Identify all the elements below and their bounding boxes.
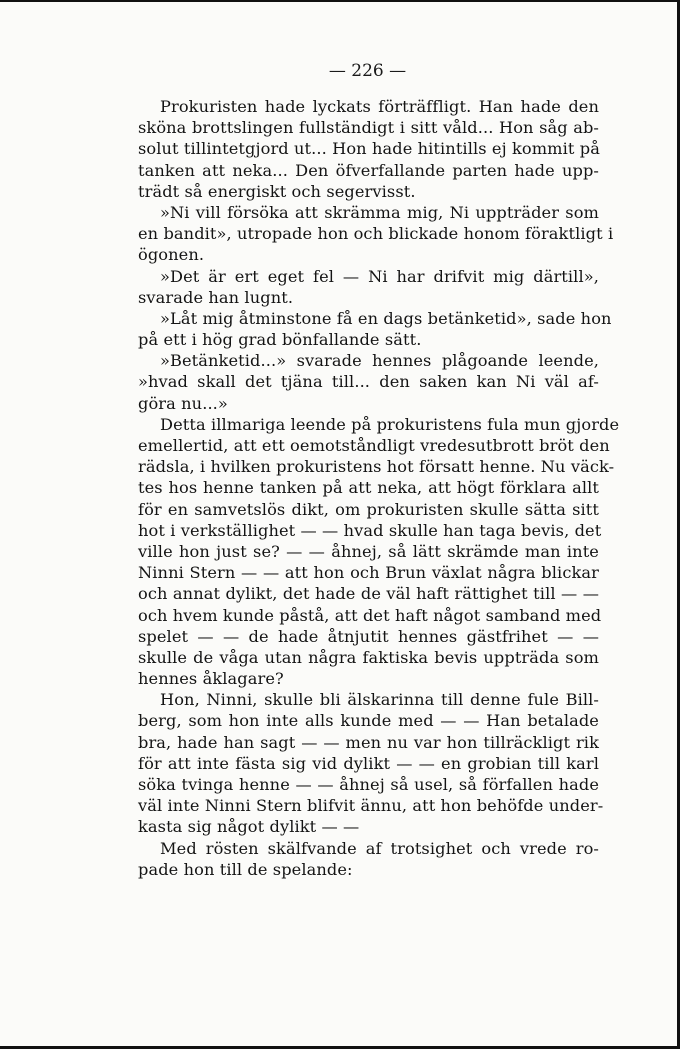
text-line: hot i verkställighet — — hvad skulle han taga bevis, det (138, 520, 602, 540)
text-line: svarade han lugnt. (138, 287, 294, 307)
text-line: »Det är ert eget fel — Ni har drifvit mig därtill», (160, 266, 599, 286)
text-line: tanken att neka... Den öfverfallande parten hade upp- (138, 160, 599, 180)
text-line: Prokuristen hade lyckats förträffligt. Han hade den (160, 97, 599, 116)
paragraph (138, 689, 604, 837)
text-line: Detta illmariga leende på prokuristens fula mun gjorde (160, 414, 620, 434)
text-line: rädsla, i hvilken prokuristens hot försatt henne. Nu väck- (138, 457, 615, 477)
text-line: skulle de våga utan några faktiska bevis uppträda som (138, 647, 599, 667)
text-line: Med rösten skälfvande af trotsighet och vrede ro- (160, 838, 599, 858)
scan-top-border (0, 0, 680, 2)
paragraph (138, 838, 599, 880)
text-line: för att inte fästa sig vid dylikt — — en grobian till karl (138, 753, 599, 773)
paragraph (138, 308, 612, 350)
text-line: solut tillintetgjord ut... Hon hade hitintills ej kommit på (138, 139, 600, 159)
text-line: och hvem kunde påstå, att det haft något samband med (138, 605, 602, 625)
text-line: »Ni vill försöka att skrämma mig, Ni uppträder som (160, 202, 599, 222)
text-line: väl inte Ninni Stern blifvit ännu, att hon behöfde under- (138, 796, 604, 816)
paragraph (138, 202, 614, 266)
text-line: på ett i hög grad bönfallande sätt. (138, 330, 422, 350)
paragraph (138, 266, 599, 308)
text-line: »hvad skall det tjäna till... den saken kan Ni väl af- (138, 372, 599, 392)
paragraph (138, 350, 599, 414)
text-line: emellertid, att ett oemotståndligt vredesutbrott bröt den (138, 436, 610, 455)
body-text (138, 96, 620, 880)
text-line: tes hos henne tanken på att neka, att högt förklara allt (138, 478, 599, 498)
text-line: »Betänketid...» svarade hennes plågoande leende, (160, 351, 599, 371)
paragraph (138, 96, 599, 202)
text-line: söka tvinga henne — — åhnej så usel, så förfallen hade (138, 775, 599, 794)
text-line: Hon, Ninni, skulle bli älskarinna till denne fule Bill- (160, 690, 599, 710)
text-line: bra, hade han sagt — — men nu var hon tillräckligt rik (138, 732, 599, 752)
text-line: spelet — — de hade åtnjutit hennes gästfrihet — — (138, 626, 599, 646)
text-line: Ninni Stern — — att hon och Brun växlat några blickar (138, 563, 599, 583)
text-line: kasta sig något dylikt — — (138, 817, 360, 837)
text-line: ögonen. (138, 245, 205, 265)
paragraph (138, 414, 620, 689)
text-line: trädt så energiskt och segervisst. (138, 181, 416, 201)
text-line: hennes åklagare? (138, 669, 284, 689)
text-line: »Låt mig åtminstone få en dags betänketid», sade hon (160, 308, 612, 328)
text-line: en bandit», utropade hon och blickade honom föraktligt i (138, 224, 614, 244)
text-line: och annat dylikt, det hade de väl haft rättighet till — — (138, 584, 599, 604)
text-line: ville hon just se? — — åhnej, så lätt skrämde man inte (138, 541, 599, 561)
page-number: — 226 — (328, 61, 407, 81)
text-line: berg, som hon inte alls kunde med — — Han betalade (138, 711, 599, 731)
text-line: för en samvetslös dikt, om prokuristen skulle sätta sitt (138, 499, 599, 519)
text-line: göra nu...» (138, 393, 228, 413)
text-line: sköna brottslingen fullständigt i sitt våld... Hon såg ab- (138, 118, 599, 138)
text-line: pade hon till de spelande: (138, 859, 353, 879)
